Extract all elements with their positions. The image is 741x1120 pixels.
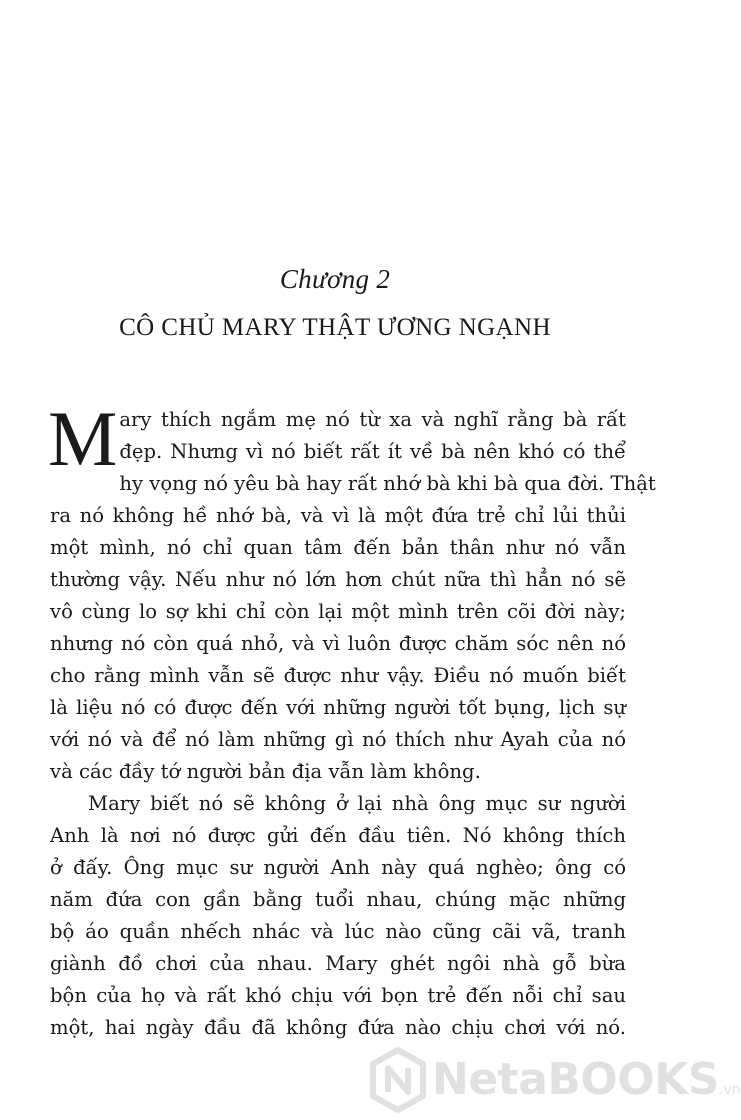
watermark-text bbox=[432, 1054, 741, 1105]
text-line: ra nó không hề nhớ bà, và vì là một đứa trẻ chỉ lủi thủi bbox=[50, 504, 626, 527]
body-text bbox=[48, 395, 656, 1044]
text-line: Mary biết nó sẽ không ở lại nhà ông mục sư người bbox=[88, 792, 626, 815]
text-line: với nó và để nó làm những gì nó thích như Ayah của nó bbox=[50, 728, 626, 751]
chapter-number: Chương 2 bbox=[279, 264, 391, 294]
drop-cap: M bbox=[48, 395, 118, 482]
text-line: năm đứa con gần bằng tuổi nhau, chúng mặc những bbox=[50, 888, 626, 911]
watermark bbox=[370, 1044, 741, 1116]
text-line: một, hai ngày đầu đã không đứa nào chịu chơi với nó. bbox=[50, 1016, 626, 1039]
text-line: ở đấy. Ông mục sư người Anh này quá nghèo; ông có bbox=[50, 856, 626, 879]
paragraph-1 bbox=[48, 395, 656, 788]
netabooks-logo-icon bbox=[370, 1048, 426, 1112]
text-line: là liệu nó có được đến với những người tốt bụng, lịch sự bbox=[50, 696, 626, 719]
text-line: thường vậy. Nếu như nó lớn hơn chút nữa thì hẳn nó sẽ bbox=[50, 568, 626, 591]
text-line: Anh là nơi nó được gửi đến đầu tiên. Nó không thích bbox=[50, 824, 626, 847]
watermark-suffix: .vn bbox=[719, 1082, 741, 1098]
text-line: ary thích ngắm mẹ nó từ xa và nghĩ rằng bà rất bbox=[119, 408, 626, 431]
text-line: đẹp. Nhưng vì nó biết rất ít về bà nên khó có thể bbox=[119, 440, 626, 463]
paragraph-2 bbox=[50, 788, 626, 1044]
text-line: bộ áo quần nhếch nhác và lúc nào cũng cãi vã, tranh bbox=[50, 920, 626, 943]
text-line: giành đồ chơi của nhau. Mary ghét ngôi nhà gỗ bừa bbox=[50, 952, 626, 975]
text-line: một mình, nó chỉ quan tâm đến bản thân như nó vẫn bbox=[50, 536, 626, 559]
chapter-title: CÔ CHỦ MARY THẬT ƯƠNG NGẠNH bbox=[119, 314, 551, 341]
text-line: và các đầy tớ người bản địa vẫn làm không. bbox=[50, 760, 481, 783]
text-line: hy vọng nó yêu bà hay rất nhớ bà khi bà qua đời. Thật bbox=[119, 472, 656, 495]
text-line: cho rằng mình vẫn sẽ được như vậy. Điều nó muốn biết bbox=[50, 664, 626, 687]
text-line: vô cùng lo sợ khi chỉ còn lại một mình trên cõi đời này; bbox=[50, 600, 626, 623]
watermark-brand: NetaBOOKS bbox=[432, 1054, 720, 1105]
text-line: nhưng nó còn quá nhỏ, và vì luôn được chăm sóc nên nó bbox=[50, 632, 626, 655]
text-line: bộn của họ và rất khó chịu với bọn trẻ đến nỗi chỉ sau bbox=[50, 984, 626, 1007]
